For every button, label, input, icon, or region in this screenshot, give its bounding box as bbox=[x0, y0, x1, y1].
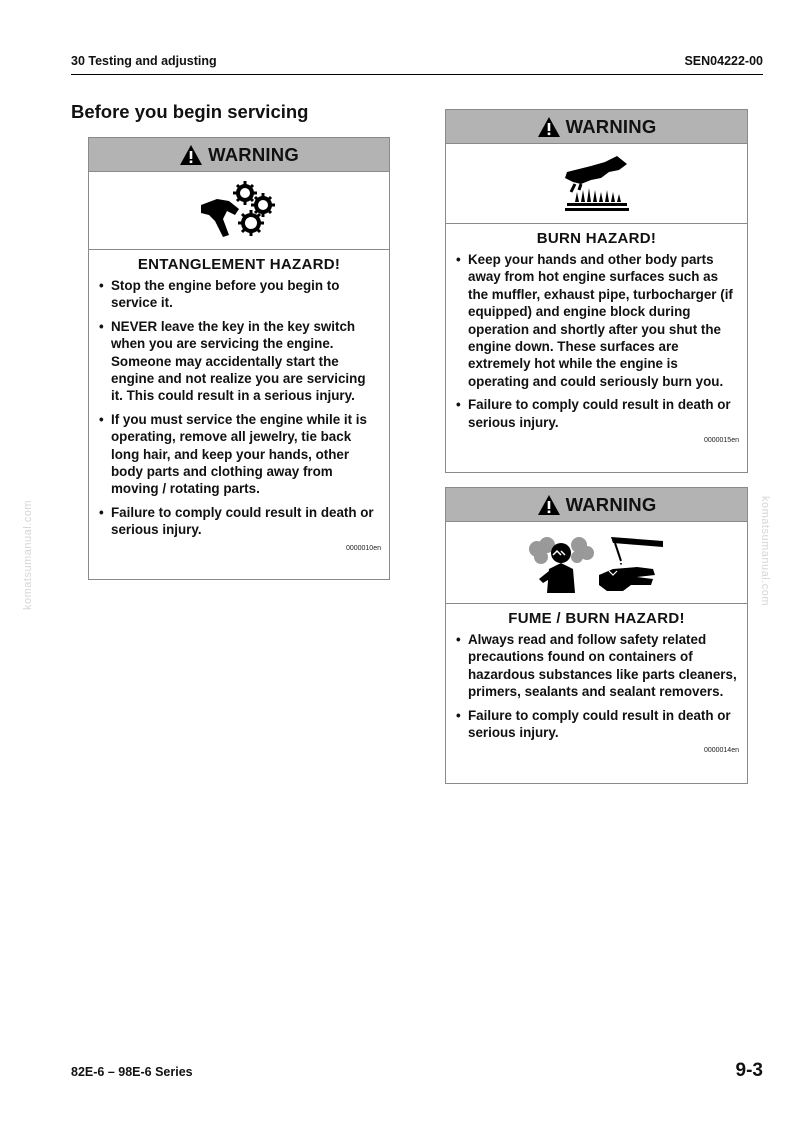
instruction-item: • Stop the engine before you begin to service it. bbox=[99, 277, 379, 312]
instruction-list bbox=[446, 631, 747, 741]
watermark-left: komatsumanual.com bbox=[22, 500, 34, 610]
warning-header bbox=[89, 138, 389, 172]
hot-surface-burn-icon bbox=[561, 154, 633, 214]
warning-card-fume-burn bbox=[445, 487, 748, 784]
warning-card-burn bbox=[445, 109, 748, 473]
footer-model-series: 82E-6 – 98E-6 Series bbox=[71, 1065, 193, 1079]
card-code: 0000014en bbox=[703, 747, 739, 755]
instruction-list bbox=[89, 277, 389, 539]
instruction-item: • Failure to comply could result in death or serious injury. bbox=[456, 707, 737, 742]
card-code: 0000015en bbox=[703, 437, 739, 445]
document-number: SEN04222-00 bbox=[684, 54, 763, 68]
warning-triangle-icon bbox=[179, 144, 203, 166]
warning-triangle-icon bbox=[537, 494, 561, 516]
instruction-item: • Failure to comply could result in death or serious injury. bbox=[99, 504, 379, 539]
warning-triangle-icon bbox=[537, 116, 561, 138]
warning-card-entanglement bbox=[88, 137, 390, 580]
instruction-item: • If you must service the engine while it is operating, remove all jewelry, tie back long hair, and keep your hands, other body parts and clothing away from moving / rotating parts. bbox=[99, 411, 379, 498]
fume-chemical-burn-icon bbox=[527, 531, 667, 595]
header-rule bbox=[71, 74, 763, 75]
pictogram-panel bbox=[89, 172, 389, 250]
pictogram-panel bbox=[446, 144, 747, 224]
pictogram-panel bbox=[446, 522, 747, 604]
hazard-title: ENTANGLEMENT HAZARD! bbox=[137, 256, 341, 273]
hazard-title: BURN HAZARD! bbox=[536, 230, 657, 247]
instruction-list bbox=[446, 251, 747, 431]
card-code: 0000010en bbox=[345, 544, 381, 552]
section-title: Before you begin servicing bbox=[71, 101, 309, 122]
hazard-title: FUME / BURN HAZARD! bbox=[508, 610, 685, 627]
warning-word: WARNING bbox=[565, 493, 657, 515]
warning-header bbox=[446, 488, 747, 522]
running-header-section: 30 Testing and adjusting bbox=[71, 54, 217, 68]
instruction-item: • Failure to comply could result in death or serious injury. bbox=[456, 396, 737, 431]
instruction-item: • Always read and follow safety related precautions found on containers of hazardous substances like parts cleaners, primers, sealants and sealant removers. bbox=[456, 631, 737, 701]
entanglement-hazard-icon bbox=[199, 179, 279, 243]
instruction-item: • Keep your hands and other body parts away from hot engine surfaces such as the muffler, exhaust pipe, turbocharger (if equipped) and engine block during operation and shortly after you shut the engine down. These surfaces are extremely hot while the engine is operating and could seriously burn you. bbox=[456, 251, 737, 390]
warning-header bbox=[446, 110, 747, 144]
watermark-right: komatsumanual.com bbox=[759, 496, 771, 606]
instruction-item: • NEVER leave the key in the key switch when you are servicing the engine. Someone may accidentally start the engine and not realize you are servicing it. This could result in a serious injury. bbox=[99, 318, 379, 405]
warning-word: WARNING bbox=[208, 143, 299, 165]
page-number: 9-3 bbox=[735, 1060, 763, 1081]
warning-word: WARNING bbox=[565, 115, 657, 137]
